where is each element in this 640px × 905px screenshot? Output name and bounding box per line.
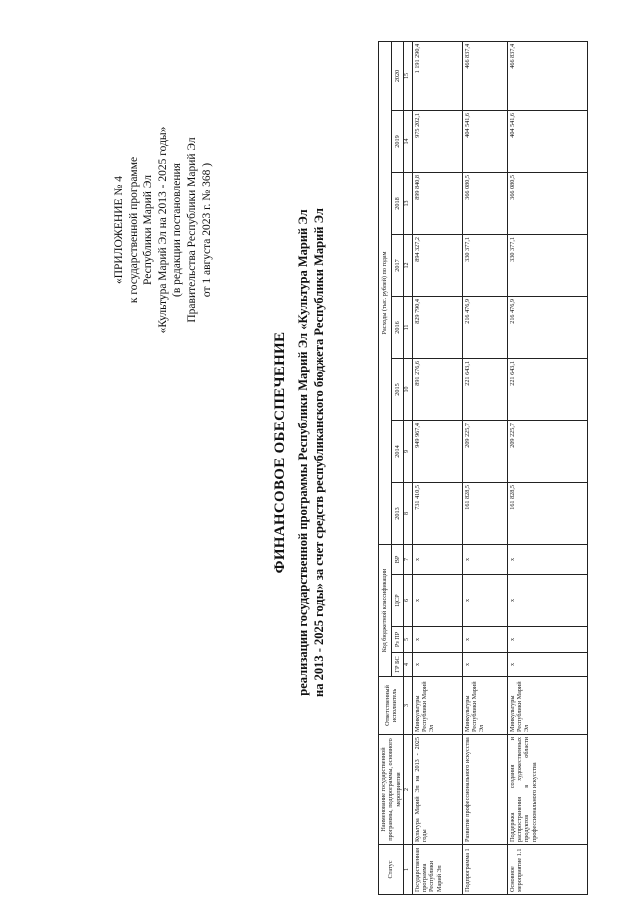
financing-table (378, 41, 588, 895)
column-number: 2 (404, 735, 412, 845)
col-year-header: 2015 (391, 359, 404, 421)
column-number: 3 (404, 677, 412, 735)
title-subtitle-line: реализации государственной программы Республики Марий Эл «Культура Марий Эл (296, 209, 310, 696)
column-number: 7 (404, 545, 412, 575)
title-subtitle-line: на 2013 - 2025 годы» за счет средств республиканского бюджета Республики Марий Эл (312, 208, 326, 697)
col-vr-header: ВР (391, 545, 404, 575)
row-value: 161 828,5 (462, 483, 507, 545)
column-number: 14 (404, 111, 412, 173)
col-year-header: 2013 (391, 483, 404, 545)
row-name: Поддержка создания и распространения художественных продуктов в области профессионального искусства (507, 735, 587, 845)
col-executor-header: Ответственный исполнитель (379, 677, 404, 735)
row-value: 894 327,2 (412, 235, 462, 297)
table-row (412, 41, 462, 894)
row-grbs: x (462, 653, 507, 677)
column-number: 12 (404, 235, 412, 297)
row-value: 949 967,4 (412, 421, 462, 483)
title-main: ФИНАНСОВОЕ ОБЕСПЕЧЕНИЕ (272, 331, 288, 574)
row-vr: x (462, 545, 507, 575)
row-value: 330 377,1 (507, 235, 587, 297)
col-year-header: 2016 (391, 297, 404, 359)
row-executor: Минкультуры Республики Марий Эл (462, 677, 507, 735)
col-grbs-header: ГР БС (391, 653, 404, 677)
table-row (507, 41, 587, 894)
row-grbs: x (412, 653, 462, 677)
header-line: «Культура Марий Эл на 2013 - 2025 годы» (156, 126, 169, 334)
row-value: 221 643,1 (462, 359, 507, 421)
row-value: 330 377,1 (462, 235, 507, 297)
header-line: к государственной программе (127, 156, 140, 304)
row-name: Культура Марий Эл на 2013 - 2025 годы (412, 735, 462, 845)
row-executor: Минкультуры Республики Марий Эл (507, 677, 587, 735)
row-value: 891 276,6 (412, 359, 462, 421)
title-subtitle (295, 0, 327, 905)
document-title (272, 0, 327, 905)
row-grbs: x (507, 653, 587, 677)
row-value: 1 191 290,4 (412, 41, 462, 110)
row-rzpr: x (507, 627, 587, 653)
row-name: Развитие профессионального искусства (462, 735, 507, 845)
row-value: 975 202,1 (412, 111, 462, 173)
header-line: «ПРИЛОЖЕНИЕ № 4 (113, 176, 125, 285)
column-number: 1 (404, 845, 412, 895)
column-number: 9 (404, 421, 412, 483)
row-value: 899 840,8 (412, 173, 462, 235)
row-value: 216 476,9 (462, 297, 507, 359)
row-value: 366 080,5 (462, 173, 507, 235)
header-line: Правительства Республики Марий Эл (185, 137, 198, 323)
row-csr: x (462, 575, 507, 627)
row-value: 216 476,9 (507, 297, 587, 359)
col-year-header: 2018 (391, 173, 404, 235)
row-vr: x (507, 545, 587, 575)
row-value: 466 837,4 (462, 41, 507, 110)
header-row (379, 41, 392, 894)
column-number: 13 (404, 173, 412, 235)
column-number: 5 (404, 627, 412, 653)
row-value: 404 541,6 (462, 111, 507, 173)
column-number: 15 (404, 41, 412, 110)
header-line: (в редакции постановления (171, 163, 184, 297)
row-status: Подпрограмма 1 (462, 845, 507, 895)
row-vr: x (412, 545, 462, 575)
column-number: 6 (404, 575, 412, 627)
row-status: Государственная программа Республики Марий Эл (412, 845, 462, 895)
row-value: 829 790,4 (412, 297, 462, 359)
row-value: 221 643,1 (507, 359, 587, 421)
col-status-header: Статус (379, 845, 404, 895)
col-expenses-header: Расходы (тыс. рублей) по годам (379, 41, 392, 544)
row-executor: Минкультуры Республики Марий Эл (412, 677, 462, 735)
column-number: 11 (404, 297, 412, 359)
row-value: 466 837,4 (507, 41, 587, 110)
col-name-header: Наименование государственной программы, подпрограммы, основного мероприятия (379, 735, 404, 845)
col-year-header: 2017 (391, 235, 404, 297)
table-row (462, 41, 507, 894)
header-line: от 1 августа 2023 г. № 368 ) (200, 162, 213, 298)
row-status: Основное мероприятие 1.1 (507, 845, 587, 895)
col-rzpr-header: Рз ПР (391, 627, 404, 653)
row-rzpr: x (462, 627, 507, 653)
column-number-row (404, 41, 412, 894)
row-csr: x (412, 575, 462, 627)
col-csr-header: ЦСР (391, 575, 404, 627)
header-line: Республики Марий Эл (142, 175, 155, 286)
col-year-header: 2014 (391, 421, 404, 483)
row-value: 404 541,6 (507, 111, 587, 173)
row-value: 209 225,7 (507, 421, 587, 483)
column-number: 4 (404, 653, 412, 677)
column-number: 8 (404, 483, 412, 545)
col-year-header: 2020 (391, 41, 404, 110)
row-value: 209 225,7 (462, 421, 507, 483)
row-rzpr: x (412, 627, 462, 653)
row-value: 366 080,5 (507, 173, 587, 235)
row-csr: x (507, 575, 587, 627)
appendix-header (112, 70, 214, 390)
col-budget-code-header: Код бюджетной классификации (379, 545, 392, 677)
column-number: 10 (404, 359, 412, 421)
col-year-header: 2019 (391, 111, 404, 173)
row-value: 731 410,5 (412, 483, 462, 545)
row-value: 161 828,5 (507, 483, 587, 545)
